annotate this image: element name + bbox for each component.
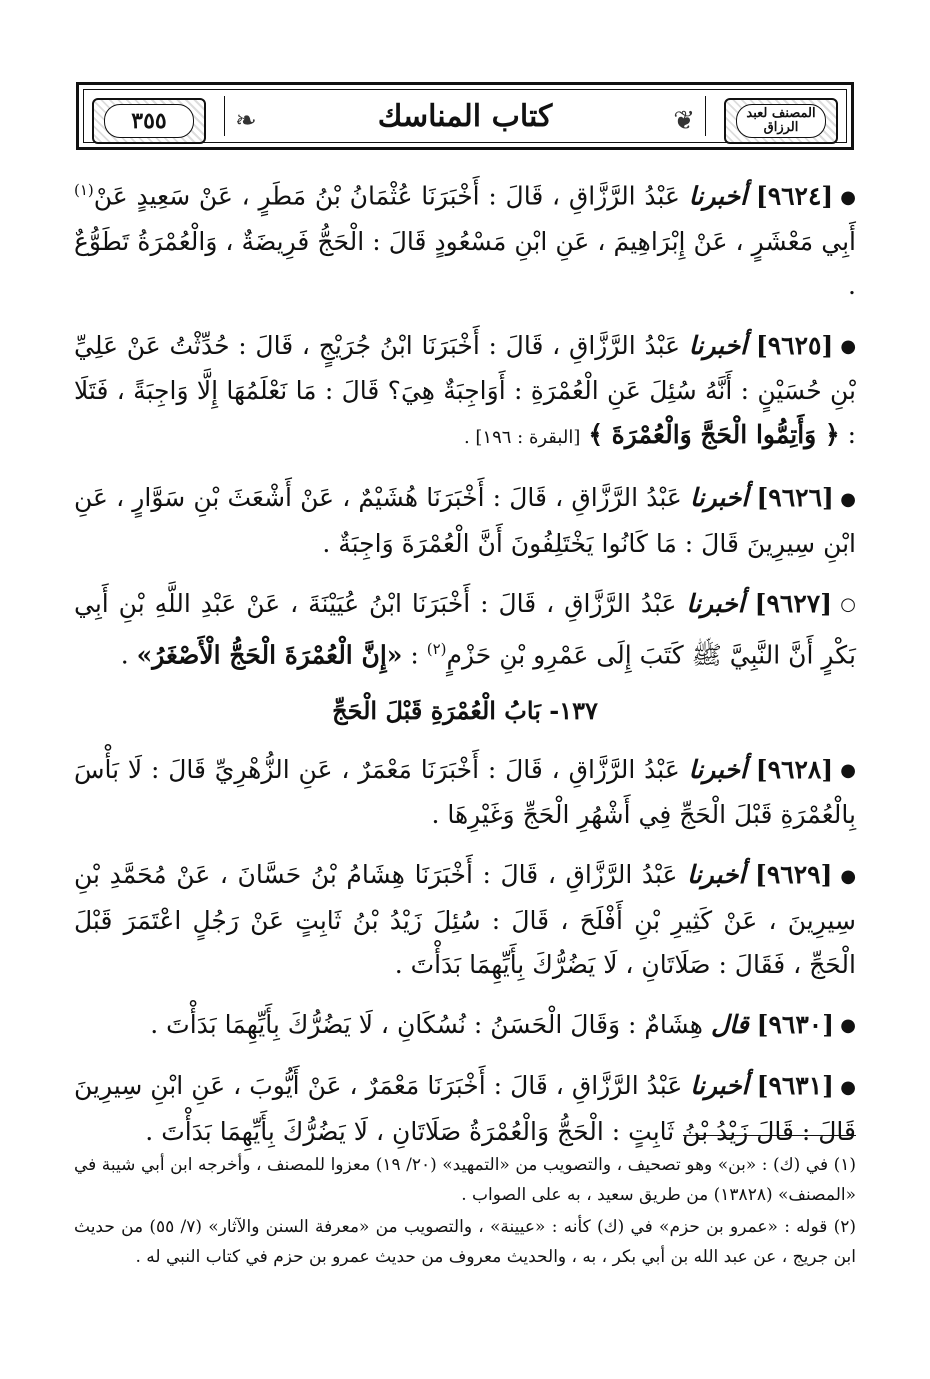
page-number: ٣٥٥ [104,104,194,138]
bullet-icon: ● [840,186,857,208]
hadith-number: [٩٦٢٩] [755,860,833,890]
hadith-number: [٩٦٢٤] [755,181,834,211]
book-title: كتاب المناسك [377,98,553,134]
quran-reference: [البقرة : ١٩٦] . [463,427,581,449]
hadith-entry [74,1003,856,1049]
hadith-lead: أخبرنا [688,754,747,784]
page-number-cartouche [92,98,206,144]
hadith-text: عَبْدُ الرَّزَّاقِ ، قَالَ : أَخْبَرَنَا ابْنُ جُرَيْجٍ ، قَالَ : حُدِّثْتُ عَنْ عَلِيِّ بْنِ حُسَيْنٍ : أَنَّهُ سُئِلَ عَنِ الْعُمْرَةِ : أَوَاجِبَةٌ هِيَ؟ قَالَ : مَا نَعْلَمُهَا إِلَّا وَاجِبَةً ، فَتَلَا : [74,330,856,450]
hadith-lead: أخبرنا [690,1071,749,1101]
hadith-text: عَبْدُ الرَّزَّاقِ ، قَالَ : أَخْبَرَنَا مَعْمَرٌ ، عَنْ أَيُّوبَ ، عَنِ ابْنِ سِيرِينَ قَالَ : قَالَ زَيْدُ بْنُ ثَابِتٍ : الْحَجُّ وَالْعُمْرَةُ صَلَاتَانِ ، لَا يَضُرُّكَ بِأَيِّهِمَا بَدَأْتَ . [74,1071,856,1146]
bullet-icon: ● [840,865,857,887]
hadith-text: عَبْدُ الرَّزَّاقِ ، قَالَ : أَخْبَرَنَا مَعْمَرٌ ، عَنِ الزُّهْرِيِّ قَالَ : لَا بَأْسَ بِالْعُمْرَةِ قَبْلَ الْحَجِّ فِي أَشْهُرِ الْحَجِّ وَغَيْرِهَا . [74,754,856,830]
hadith-lead: أخبرنا [686,588,745,618]
hadith-number: [٩٦٢٦] [756,483,834,513]
open-bullet-icon: ○ [840,594,856,616]
hadith-entry [74,476,856,566]
page-header [76,82,854,150]
main-text [74,168,856,1170]
hadith-end: . [120,640,129,670]
hadith-entry [74,324,856,461]
quran-quote: ﴿ وَأَتِمُّوا الْحَجَّ وَالْعُمْرَةَ ﴾ [588,420,840,450]
collection-cartouche [724,98,838,144]
footnote-ref[interactable]: (٢) [426,640,447,659]
hadith-text: عَبْدُ الرَّزَّاقِ ، قَالَ : أَخْبَرَنَا هُشَيْمٌ ، عَنْ أَشْعَثَ بْنِ سَوَّارٍ ، عَنِ ابْنِ سِيرِينَ قَالَ : مَا كَانُوا يَخْتَلِفُونَ أَنَّ الْعُمْرَةَ وَاجِبَةٌ . [74,483,856,558]
bullet-icon: ● [840,1015,856,1037]
hadith-number: [٩٦٢٧] [754,588,833,618]
hadith-text: عَبْدُ الرَّزَّاقِ ، قَالَ : أَخْبَرَنَا عُثْمَانُ بْنُ مَطَرٍ ، عَنْ سَعِيدٍ عَنْ [93,181,680,211]
floral-ornament-icon: ❧ [235,106,257,136]
hadith-quote: «إِنَّ الْعُمْرَةَ الْحَجُّ الْأَصْغَرُ» [136,640,403,670]
hadith-lead: أخبرنا [687,860,746,890]
hadith-entry [74,582,856,678]
hadith-entry [74,168,856,308]
bullet-icon: ● [840,336,857,358]
hadith-text: هِشَامٌ : وَقَالَ الْحَسَنُ : نُسُكَانِ ، لَا يَضُرُّكَ بِأَيِّهِمَا بَدَأْتَ . [150,1009,703,1039]
hadith-lead: أخبرنا [688,330,748,360]
bullet-icon: ● [840,1076,857,1098]
footnote-divider [683,1135,856,1136]
hadith-entry [74,1064,856,1154]
hadith-entry [74,853,856,987]
hadith-lead: قال [710,1009,749,1039]
hadith-text: عَبْدُ الرَّزَّاقِ ، قَالَ : أَخْبَرَنَا ابْنُ عُيَيْنَةَ ، عَنْ عَبْدِ اللَّهِ بْنِ أَبِي بَكْرٍ أَنَّ النَّبِيَّ ﷺ كَتَبَ إِلَى عَمْرِو بْنِ حَزْمٍ [74,588,856,670]
hadith-number: [٩٦٣١] [756,1071,834,1101]
footnote-ref[interactable]: (١) [74,181,94,199]
collection-label: المصنف لعبد الرزاق [736,104,826,138]
footnote: (٢) قوله : «عمرو بن حزم» في (ك) كأنه : «عيينة» ، والتصويب من «معرفة السنن والآثار» (٧/ ٥٥) من حديث ابن جريج ، عن عبد الله بن أبي بكر ، به ، والحديث معروف من حديث عمرو بن حزم في كتاب النبي له . [74,1217,857,1267]
hadith-number: [٩٦٣٠] [756,1009,835,1039]
bullet-icon: ● [840,488,857,510]
footnotes [74,1150,856,1274]
hadith-entry [74,748,856,838]
hadith-text: عَبْدُ الرَّزَّاقِ ، قَالَ : أَخْبَرَنَا هِشَامُ بْنُ حَسَّانَ ، عَنْ مُحَمَّدِ بْنِ سِيرِينَ ، عَنْ كَثِيرِ بْنِ أَفْلَحَ ، قَالَ : سُئِلَ زَيْدُ بْنُ ثَابِتٍ عَنْ رَجُلٍ اعْتَمَرَ قَبْلَ الْحَجِّ ، فَقَالَ : صَلَاتَانِ ، لَا يَضُرُّكَ بِأَيِّهِمَا بَدَأْتَ . [74,860,856,979]
hadith-lead: أخبرنا [688,181,748,211]
footnote: (١) في (ك) : «بن» وهو تصحيف ، والتصويب من «التمهيد» (٢٠/ ١٩) معزوا للمصنف ، وأخرجه ابن أبي شيبة في «المصنف» (١٣٨٢٨) من طريق سعيد ، به على الصواب . [74,1155,857,1205]
hadith-text-cont: أَبِي مَعْشَرٍ ، عَنْ إِبْرَاهِيمَ ، عَنِ ابْنِ مَسْعُودٍ قَالَ : الْحَجُّ فَرِيضَةٌ ، وَالْعُمْرَةُ تَطَوُّعٌ . [74,226,856,300]
floral-ornament-icon: ❦ [673,106,695,136]
hadith-lead: أخبرنا [689,483,749,513]
bullet-icon: ● [840,760,856,782]
title-ornament [224,96,706,136]
hadith-number: [٩٦٢٨] [755,754,834,784]
chapter-heading: ١٣٧- بَابُ الْعُمْرَةِ قَبْلَ الْحَجِّ [332,695,598,725]
hadith-number: [٩٦٢٥] [755,330,834,360]
hadith-text-cont: : [410,640,419,670]
